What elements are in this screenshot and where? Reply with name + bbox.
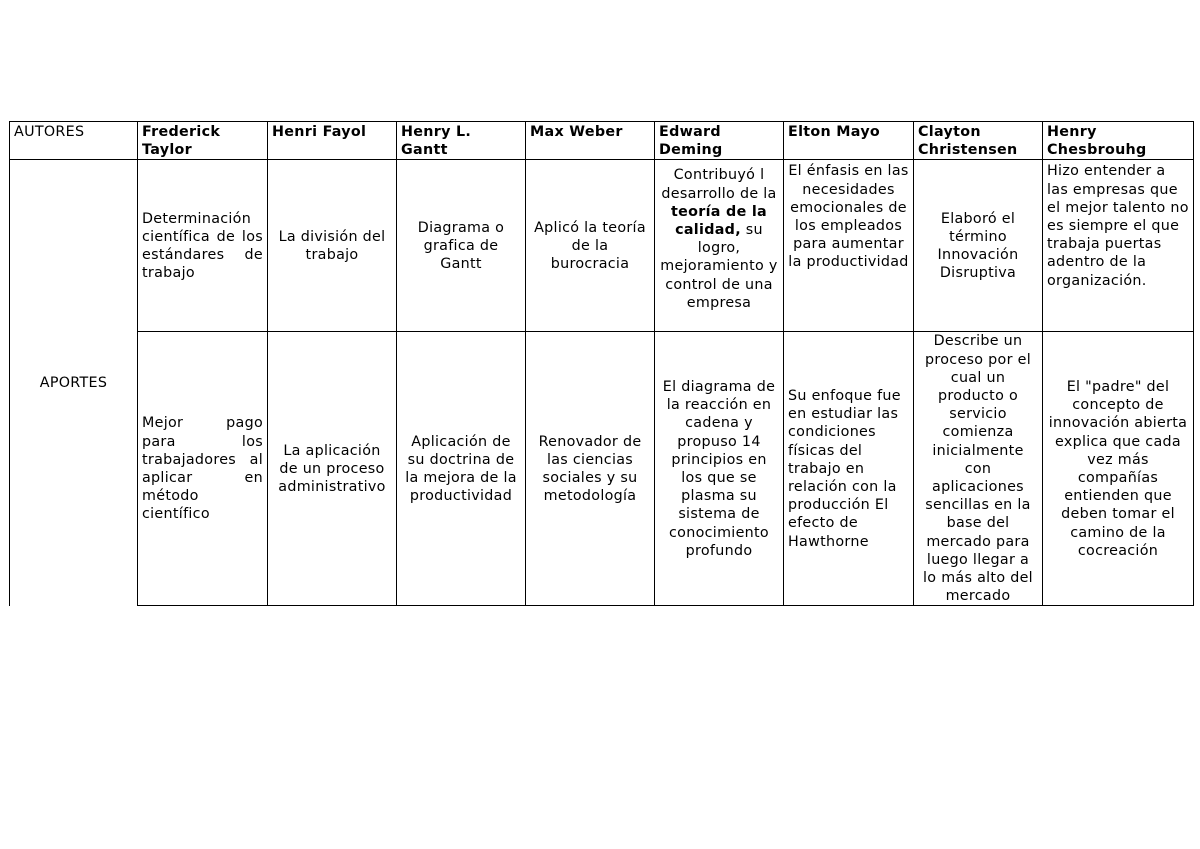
- header-author-mayo: Elton Mayo: [784, 122, 914, 160]
- row-label-aportes: APORTES: [10, 160, 138, 606]
- cell-taylor-2: Mejor pago para los trabajadores al aplicar en método científico: [138, 332, 268, 606]
- header-author-chesbrough: Henry Chesbrouhg: [1043, 122, 1194, 160]
- cell-chesbrough-2: El "padre" del concepto de innovación abierta explica que cada vez más compañías entienden que deben tomar el camino de la cocreación: [1043, 332, 1194, 606]
- contributions-row-1: [10, 160, 1194, 332]
- contributions-row-2: [10, 332, 1194, 606]
- cell-deming-2: El diagrama de la reacción en cadena y propuso 14 principios en los que se plasma su sistema de conocimiento profundo: [655, 332, 784, 606]
- cell-christensen-2: Describe un proceso por el cual un producto o servicio comienza inicialmente con aplicaciones sencillas en la base del mercado para luego llegar a lo más alto del mercado: [914, 332, 1043, 606]
- header-corner-label: AUTORES: [10, 122, 138, 160]
- header-author-christensen: Clayton Christensen: [914, 122, 1043, 160]
- cell-fayol-2: La aplicación de un proceso administrativo: [268, 332, 397, 606]
- header-author-gantt: Henry L. Gantt: [397, 122, 526, 160]
- cell-gantt-1: Diagrama o grafica de Gantt: [397, 160, 526, 332]
- header-author-weber: Max Weber: [526, 122, 655, 160]
- cell-taylor-1: Determinación científica de los estándares de trabajo: [138, 160, 268, 332]
- cell-christensen-1: Elaboró el término Innovación Disruptiva: [914, 160, 1043, 332]
- cell-mayo-2: Su enfoque fue en estudiar las condiciones físicas del trabajo en relación con la producción El efecto de Hawthorne: [784, 332, 914, 606]
- cell-mayo-1: El énfasis en las necesidades emocionales de los empleados para aumentar la productividad: [784, 160, 914, 332]
- cell-chesbrough-1: Hizo entender a las empresas que el mejor talento no es siempre el que trabaja puertas adentro de la organización.: [1043, 160, 1194, 332]
- cell-weber-1: Aplicó la teoría de la burocracia: [526, 160, 655, 332]
- cell-gantt-2: Aplicación de su doctrina de la mejora de la productividad: [397, 332, 526, 606]
- cell-deming-1-text-a: Contribuyó l desarrollo de la: [661, 167, 777, 202]
- header-row: [10, 122, 1194, 160]
- cell-deming-1-text-b: su logro, mejoramiento y control de una empresa: [660, 222, 778, 311]
- cell-weber-2: Renovador de las ciencias sociales y su metodología: [526, 332, 655, 606]
- cell-deming-1-bold: teoría de la calidad,: [671, 203, 767, 239]
- header-author-fayol: Henri Fayol: [268, 122, 397, 160]
- cell-deming-1: [655, 160, 784, 332]
- header-author-taylor: Frederick Taylor: [138, 122, 268, 160]
- header-author-deming: Edward Deming: [655, 122, 784, 160]
- cell-fayol-1: La división del trabajo: [268, 160, 397, 332]
- authors-contributions-table: [9, 121, 1194, 606]
